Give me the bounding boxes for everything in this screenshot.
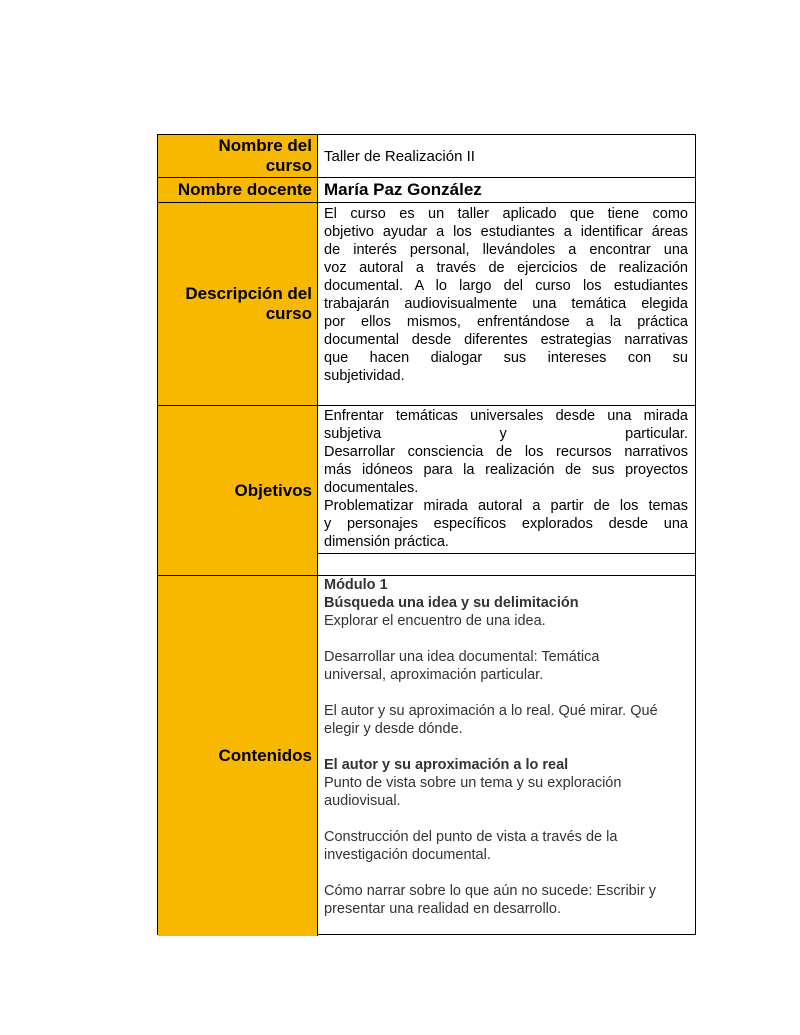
label-line: curso [265, 304, 312, 323]
spacer [324, 738, 688, 756]
objective-line: dimensión práctica. [324, 534, 449, 550]
objective-line: subjetiva y particular. [324, 426, 688, 442]
spacer [324, 630, 688, 648]
content-line: Construcción del punto de vista a través de la [324, 829, 618, 845]
content-line: universal, aproximación particular. [324, 667, 544, 683]
content-line: presentar una realidad en desarrollo. [324, 901, 561, 917]
label-objetivos [158, 406, 318, 575]
teacher-name-value: María Paz González [324, 180, 482, 199]
content-line: Explorar el encuentro de una idea. [324, 613, 546, 629]
inner-divider [318, 553, 695, 554]
content-line: Punto de vista sobre un tema y su exploración [324, 775, 622, 791]
section-title: El autor y su aproximación a lo real [324, 757, 569, 773]
content-line: elegir y desde dónde. [324, 721, 463, 737]
label-contenidos [158, 576, 318, 936]
label-line: Nombre docente [177, 180, 312, 199]
objectives-text [324, 407, 688, 551]
description-line: trabajarán audiovisualmente una temática elegida [324, 296, 688, 312]
course-name-value: Taller de Realización II [324, 148, 475, 165]
spacer [324, 810, 688, 828]
description-line: que hacen dialogar sus intereses con su [324, 350, 688, 366]
objective-line: Enfrentar temáticas universales desde una mirada [324, 408, 688, 424]
description-line: objetivo ayudar a los estudiantes a identificar áreas [324, 224, 688, 240]
section-title: Búsqueda una idea y su delimitación [324, 595, 579, 611]
description-line: por ellos mismos, enfrentándose a la práctica [324, 314, 688, 330]
content-line: Cómo narrar sobre lo que aún no sucede: Escribir y [324, 883, 657, 899]
label-line: Nombre del [218, 136, 312, 155]
description-line: de interés personal, llevándoles a encontrar una [324, 242, 688, 258]
objective-line: documentales. [324, 480, 419, 496]
module-title: Módulo 1 [324, 577, 388, 593]
objective-line: más idóneos para la realización de sus proyectos [324, 462, 688, 478]
spacer [324, 864, 688, 882]
spacer [324, 684, 688, 702]
description-line: subjetividad. [324, 368, 405, 384]
description-line: El curso es un taller aplicado que tiene como [324, 206, 688, 222]
label-line: curso [265, 156, 312, 175]
content-line: Desarrollar una idea documental: Temática [324, 649, 600, 665]
course-table [157, 134, 696, 935]
label-line: Objetivos [234, 480, 312, 500]
contents-text [324, 576, 688, 918]
description-text [324, 205, 688, 385]
label-nombre-curso [158, 135, 318, 177]
label-line: Contenidos [218, 746, 312, 765]
objective-line: Desarrollar consciencia de los recursos narrativos [324, 444, 688, 460]
label-nombre-docente [158, 178, 318, 202]
objective-line: y personajes específicos explorados desde una [324, 516, 688, 532]
description-line: documental. A lo largo del curso los estudiantes [324, 278, 688, 294]
content-line: El autor y su aproximación a lo real. Qué mirar. Qué [324, 703, 658, 719]
label-descripcion [158, 203, 318, 405]
description-line: documental desde diferentes estrategias narrativas [324, 332, 688, 348]
content-line: investigación documental. [324, 847, 491, 863]
objective-line: Problematizar mirada autoral a partir de los temas [324, 498, 688, 514]
description-line: voz autoral a través de ejercicios de realización [324, 260, 688, 276]
label-line: Descripción del [185, 284, 312, 303]
content-line: audiovisual. [324, 793, 401, 809]
